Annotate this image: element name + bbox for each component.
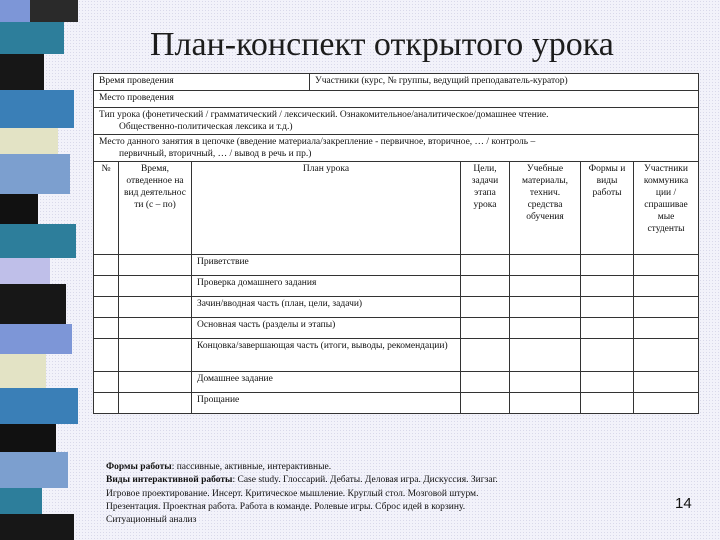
column-headers [94,162,699,255]
lesson-type-field: Тип урока (фонетический / грамматический / лексический. Ознакомительное/аналитическое/домашнее чтение. Общественно-политическая лексика и т.д.) [94,108,699,135]
page-number: 14 [675,495,692,512]
stage-label: Проверка домашнего задания [192,276,461,297]
stage-label: Прощание [192,393,461,414]
work-forms-notes: Формы работы: пассивные, активные, интерактивные. Виды интерактивной работы: Case study. Глоссарий. Дебаты. Деловая игра. Дискуссия. Зигзаг. Игровое проектирование. Инсерт. Критическое мышление. Круглый стол. Мозговой штурм. Презентация. Проектная работа. Работа в команде. Ролевые игры. Сброс идей в корзину. Ситуационный анализ [106,462,498,526]
column-plan: План урока [192,162,461,255]
stage-row [94,372,699,393]
stage-row [94,276,699,297]
stage-row [94,393,699,414]
column-num: № [94,162,119,255]
decorative-stripe [0,0,80,540]
stage-row [94,297,699,318]
header-table [93,73,699,162]
column-participants: Участники коммуника ции / спрашивае мые студенты [634,162,699,255]
place-field: Место проведения [94,91,699,108]
chain-field: Место данного занятия в цепочке (введение материала/закрепление - первичное, вторичное, … / контроль – первичный, вторичный, … / вывод в речь и пр.) [94,135,699,162]
stage-label: Домашнее задание [192,372,461,393]
stage-row [94,339,699,372]
stage-row [94,318,699,339]
stage-label: Концовка/завершающая часть (итоги, выводы, рекомендации) [192,339,461,372]
page-title: План-конспект открытого урока [150,26,614,63]
stage-label: Приветствие [192,255,461,276]
column-goals: Цели, задачи этапа урока [461,162,510,255]
participants-field: Участники (курс, № группы, ведущий преподаватель-куратор) [310,74,699,91]
stage-label: Зачин/вводная часть (план, цели, задачи) [192,297,461,318]
column-time: Время, отведенное на вид деятельнос ти (с – по) [119,162,192,255]
lesson-plan-table [93,73,699,414]
plan-table [93,161,699,414]
column-forms: Формы и виды работы [581,162,634,255]
stage-row [94,255,699,276]
time-field: Время проведения [94,74,310,91]
column-materials: Учебные материалы, технич. средства обучения [510,162,581,255]
stage-label: Основная часть (разделы и этапы) [192,318,461,339]
